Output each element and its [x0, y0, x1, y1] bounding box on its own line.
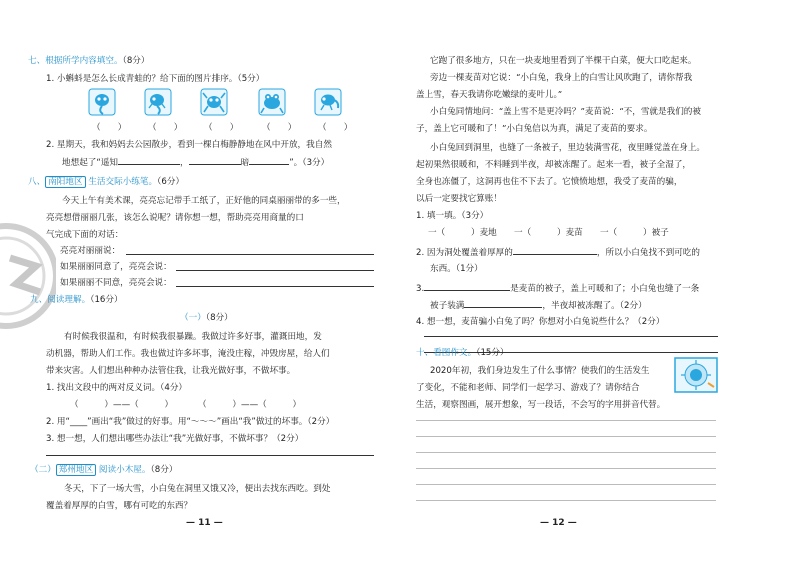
q10-line2: 了变化，不能和老师、同学们一起学习、游戏了？请你结合: [416, 383, 640, 393]
fill-wheat-seedling[interactable]: 一（ ）麦苗: [514, 228, 583, 238]
q10-title: 十、看图作文。: [416, 348, 477, 358]
passage2-line7: 子，盖上它可暖和了！”小白兔信以为真，满足了麦苗的要求。: [416, 124, 653, 134]
q3-blank-1[interactable]: [424, 281, 510, 291]
passage2-region-badge: 郑州地区: [56, 464, 96, 476]
passage2-q2: [416, 245, 700, 258]
passage2-q3-line2: [430, 298, 647, 311]
dialog-1-label: 亮亮对丽丽说：: [60, 246, 121, 256]
q3-blank-2[interactable]: [464, 298, 542, 308]
q2-text-a: 2. 因为洞处覆盖着厚厚的: [416, 248, 513, 258]
order-blank-1[interactable]: （ ）: [92, 123, 127, 133]
passage2-heading: [30, 463, 177, 475]
q10-score: （15分）: [476, 348, 509, 358]
passage1-q3-answer-line[interactable]: [46, 455, 374, 456]
tadpole-legs-icon: [144, 88, 172, 116]
passage2-q3: [416, 281, 699, 294]
poem-suffix: ”。（3分）: [289, 158, 330, 168]
q7-title: 七、根据所学内容填空。: [28, 56, 123, 66]
antonym-pair-2[interactable]: （ ）——（ ）: [198, 400, 302, 410]
q9-title: 九、阅读理解。: [30, 295, 91, 305]
q3-text-a: 3.: [416, 284, 425, 294]
q7-item2-line1: 2. 星期天，我和妈妈去公园散步，看到一棵白梅静静地在风中开放，我自然: [46, 140, 332, 150]
froglet-icon: [200, 88, 228, 116]
order-blank-2[interactable]: （ ）: [148, 123, 183, 133]
passage1-q3: 3. 想一想，人们想出哪些办法让“我”光做好事，不做坏事？（2分）: [46, 434, 304, 444]
passage1-score: （8分）: [205, 313, 233, 323]
q2-blank[interactable]: [513, 245, 597, 255]
passage2-line1: 冬天，下了一场大雪，小白兔在洞里又饿又冷，便出去找东西吃。到处: [64, 484, 331, 494]
passage2-line5: 盖上雪，春天我请你吃嫩绿的麦叶儿。”: [416, 90, 563, 100]
passage1-heading: [180, 311, 233, 323]
order-blank-4[interactable]: （ ）: [262, 123, 297, 133]
poem-comma: ，: [180, 158, 189, 168]
passage2-number: （二）: [30, 465, 56, 475]
illustration-icon: [674, 357, 718, 393]
composition-line-5[interactable]: [416, 484, 716, 485]
passage2-title: 阅读小木屋。: [98, 465, 151, 475]
passage2-line2: 覆盖着厚厚的白雪，哪有可吃的东西？: [46, 501, 193, 511]
q8-title: 生活交际小练笔。: [88, 177, 158, 187]
composition-line-2[interactable]: [416, 436, 716, 437]
fill-quilt[interactable]: 一（ ）被子: [600, 228, 669, 238]
q7-item1: 1. 小蝌蚪是怎么长成青蛙的？给下面的图片排序。（5分）: [46, 74, 265, 84]
poem-blank-3[interactable]: [249, 155, 289, 165]
q8-line2: 亮亮想借丽丽几张，该怎么说呢？请你想一想，帮助亮亮用商量的口: [46, 213, 304, 223]
q3-text-d: ，半夜却被冻醒了。（2分）: [542, 301, 647, 311]
passage1-q2: 2. 用“____”画出“我”做过的好事。用“～～～”画出“我”做过的坏事。（2分）: [46, 417, 335, 427]
dialog-1-answer-line[interactable]: [126, 254, 374, 255]
dialog-2-label: 如果丽丽同意了，亮亮会说：: [60, 262, 172, 272]
q8-score: （6分）: [157, 177, 185, 187]
order-blank-5[interactable]: （ ）: [318, 123, 353, 133]
passage1-line1: 有时候我很温和，有时候我很暴躁。我做过许多好事，灌溉田地，发: [64, 332, 322, 342]
q10-heading: [416, 346, 509, 358]
q8-heading: [28, 175, 184, 187]
q2-text-b: ，所以小白兔找不到可吃的: [596, 248, 701, 258]
poem-blank-2[interactable]: [189, 155, 241, 165]
passage2-line4: 旁边一棵麦苗对它说：“小白兔，我身上的白雪让风吹跑了，请你帮我: [430, 73, 693, 83]
page-number-11: — 11 —: [186, 518, 223, 528]
page-number-12: — 12 —: [540, 518, 577, 528]
passage2-line6: 小白兔同情地问：“盖上雪不是更冷吗？”麦苗说：“不，雪就是我们的被: [430, 107, 701, 117]
fill-wheat-field[interactable]: 一（ ）麦地: [428, 228, 497, 238]
poem-blank-1[interactable]: [118, 155, 180, 165]
q8-number: 八、: [28, 177, 46, 187]
q9-score: （16分）: [90, 295, 123, 305]
q7-item2-line2: [62, 155, 329, 168]
passage1-number: （一）: [180, 313, 206, 323]
passage2-q2-line2: 东西。（1分）: [430, 264, 483, 274]
poem-dark: 暗: [240, 158, 250, 168]
q4-answer-line-1[interactable]: [424, 336, 718, 337]
passage2-line9: 起初果然很暖和，不料睡到半夜，却被冻醒了。起来一看，被子全湿了，: [416, 160, 692, 170]
poem-prefix: 地想起了“遥知: [62, 158, 119, 168]
passage1-line3: 带来灾害。人们想出种种办法管住我，让我光做好事，不做坏事。: [46, 366, 296, 376]
q10-line1: 2020年初，我们身边发生了什么事情？使我们的生活发生: [430, 366, 650, 376]
passage1-line2: 动机器，帮助人们工作。我也做过许多坏事，淹没庄稼，冲毁房屋，给人们: [46, 349, 330, 359]
q10-line3: 生活，观察图画，展开想象，写一段话，不会写的字用拼音代替。: [416, 400, 666, 410]
antonym-pair-1[interactable]: （ ）——（ ）: [70, 400, 174, 410]
tadpole-icon: [88, 88, 116, 116]
passage2-q1: 1. 填一填。（3分）: [416, 211, 489, 221]
q8-line3: 气完成下面的对话：: [46, 230, 124, 240]
passage2-line11: 以后一定要找它算账！: [416, 194, 502, 204]
dialog-3-label: 如果丽丽不同意，亮亮会说：: [60, 278, 172, 288]
passage2-score: （8分）: [150, 465, 178, 475]
composition-line-4[interactable]: [416, 468, 716, 469]
passage2-line3: 它跑了很多地方，只在一块麦地里看到了半棵干白菜，便大口吃起来。: [430, 56, 697, 66]
q3-text-c: 被子装满: [430, 301, 465, 311]
q8-line1: 今天上午有美术课，亮亮忘记带手工纸了，正好他的同桌丽丽带的多一些，: [62, 196, 346, 206]
q7-score: （8分）: [122, 56, 150, 66]
dialog-2-answer-line[interactable]: [176, 270, 374, 271]
q8-region-badge: 南阳地区: [45, 176, 85, 188]
composition-line-6[interactable]: [416, 500, 716, 501]
composition-line-1[interactable]: [416, 420, 716, 421]
passage2-q4: 4. 想一想，麦苗骗小白兔了吗？你想对小白兔说些什么？（2分）: [416, 317, 665, 327]
passage1-q1: 1. 找出文段中的两对反义词。（4分）: [46, 383, 188, 393]
order-blank-3[interactable]: （ ）: [204, 123, 239, 133]
q9-heading: [30, 293, 123, 305]
tadpole-back-legs-icon: [314, 88, 342, 116]
dialog-3-answer-line[interactable]: [176, 286, 374, 287]
frog-icon: [258, 88, 286, 116]
stamp-icon: [0, 222, 56, 330]
q7-heading: [28, 54, 150, 66]
passage2-line10: 全身也冻僵了，这洞再也住不下去了。它愤愤地想，我受了麦苗的骗，: [416, 177, 683, 187]
composition-line-3[interactable]: [416, 452, 716, 453]
passage2-line8: 小白兔回到洞里，也缝了一条被子，里边装满雪花，夜里睡觉盖在身上。: [430, 143, 706, 153]
q3-text-b: 是麦苗的被子，盖上可暖和了；小白兔也缝了一条: [510, 284, 700, 294]
